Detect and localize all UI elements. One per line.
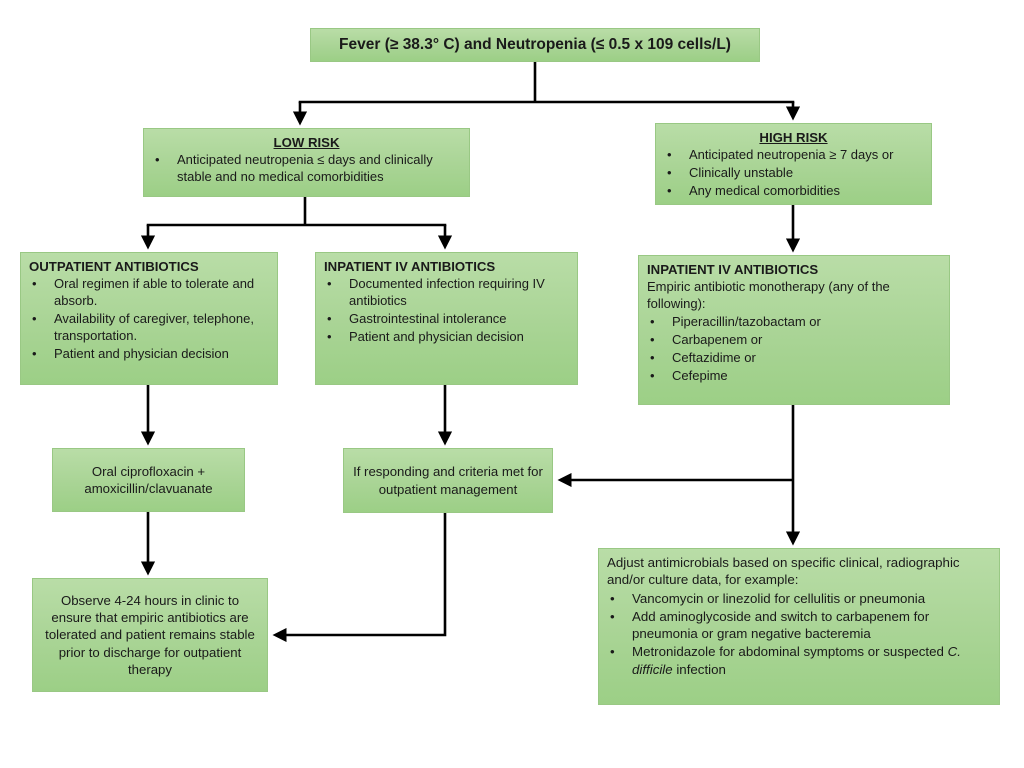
if-responding-box [343,448,553,513]
box-text: If responding and criteria met for outpatient management [353,464,543,497]
bullet-text: • Clinically unstable [689,165,794,181]
list-item [607,608,991,643]
bullet-text: • Oral regimen if able to tolerate and absorb. [54,276,255,309]
box-heading: OUTPATIENT ANTIBIOTICS [29,259,199,274]
bullet-text: • Vancomycin or linezolid for cellulitis or pneumonia [632,590,926,606]
list-item [324,311,569,328]
list-item [647,314,941,331]
inpatient-iv-antibiotics-low-box [315,252,578,385]
high-risk-box [655,123,932,205]
list-item [607,643,991,678]
outpatient-antibiotics-box [20,252,278,385]
list-item [29,311,269,345]
list-item [664,165,923,182]
bullet-text: • Carbapenem or [672,331,763,347]
box-text: Observe 4-24 hours in clinic to ensure that empiric antibiotics are tolerated and patient remains stable prior to discharge for outpatient therapy [45,593,255,677]
bullet-text: • Cefepime [672,367,728,383]
list-item [647,368,941,385]
list-item [647,332,941,349]
bullet-text: • Documented infection requiring IV antibiotics [349,276,545,309]
list-item [324,276,569,310]
box-subtitle: Empiric antibiotic monotherapy (any of the following): [647,279,890,312]
inpatient-iv-antibiotics-high-box [638,255,950,405]
list-item [664,183,923,200]
list-item [29,276,269,310]
adjust-antimicrobials-box [598,548,1000,705]
bullet-text: • Piperacillin/tazobactam or [672,313,821,329]
bullet-text: • Add aminoglycoside and switch to carbapenem for pneumonia or gram negative bacteremia [632,608,930,642]
list-item [324,329,569,346]
box-heading: INPATIENT IV ANTIBIOTICS [324,259,496,274]
high-risk-heading: HIGH RISK [759,130,828,145]
box-text: Oral ciprofloxacin + amoxicillin/clavuanate [84,463,213,496]
fever-neutropenia-title-box [310,28,760,62]
bullet-text [632,643,991,678]
bullet-text: • Anticipated neutropenia ≥ 7 days or [689,147,894,163]
list-item [664,147,923,164]
bullet-text: • Patient and physician decision [54,345,229,361]
list-item [607,590,991,607]
list-item [647,350,941,367]
bullet-text-pre: Metronidazole for abdominal symptoms or suspected [632,644,948,660]
bullet-text: • Gastrointestinal intolerance [349,310,507,326]
bullet-text: • Anticipated neutropenia ≤ days and clinically stable and no medical comorbidities [177,152,433,185]
page-title: Fever (≥ 38.3° C) and Neutropenia (≤ 0.5 x 109 cells/L) [339,35,731,53]
bullet-text: • Ceftazidime or [672,349,756,365]
list-item [29,346,269,363]
low-risk-box [143,128,470,197]
arrow-responding-to-observe [276,513,445,635]
bullet-text: • Any medical comorbidities [689,182,841,198]
observe-box [32,578,268,692]
bullet-text-italic: C. difficile [632,644,961,677]
bullet-text-post: infection [672,661,726,677]
low-risk-heading: LOW RISK [273,135,340,150]
bullet-text: • Availability of caregiver, telephone, transportation. [54,310,254,343]
box-heading: INPATIENT IV ANTIBIOTICS [647,262,819,277]
bullet-text: • Patient and physician decision [349,328,524,344]
box-intro: Adjust antimicrobials based on specific clinical, radiographic and/or culture data, for example: [607,555,960,588]
list-item [152,152,461,186]
oral-ciprofloxacin-box [52,448,245,512]
